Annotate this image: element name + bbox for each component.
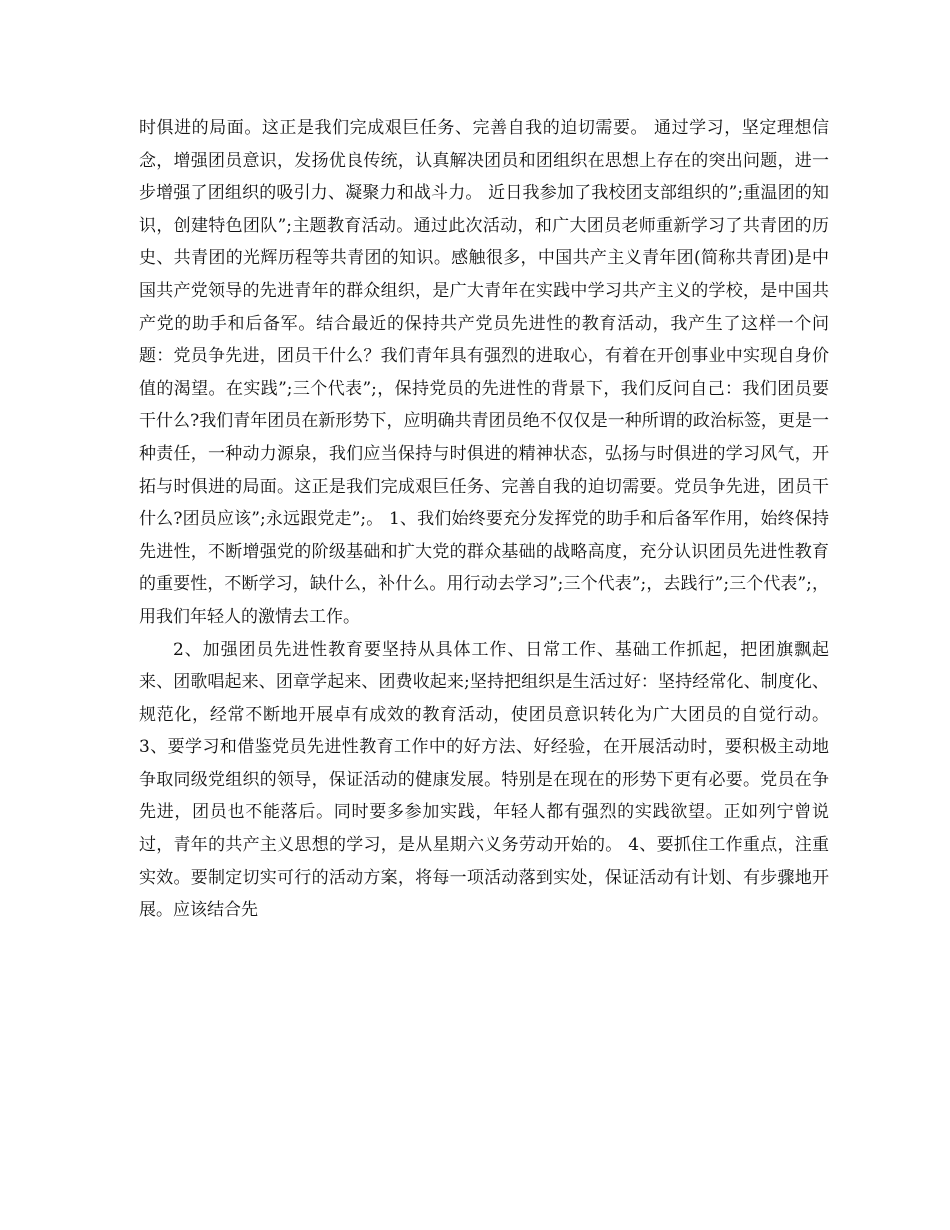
paragraph-2: 2、加强团员先进性教育要坚持从具体工作、日常工作、基础工作抓起，把团旗飘起来、团歌唱起来、团章学起来、团费收起来;坚持把组织是生活过好：坚持经常化、制度化、规范化，经常不断地开展卓有成效的教育活动，使团员意识转化为广大团员的自觉行动。 3、要学习和借鉴党员先进性教育工作中的好方法、好经验，在开展活动时，要积极主动地争取同级党组织的领导，保证活动的健康发展。特别是在现在的形势下更有必要。党员在争先进，团员也不能落后。同时要多参加实践，年轻人都有强烈的实践欲望。正如列宁曾说过，青年的共产主义思想的学习，是从星期六义务劳动开始的。 4、要抓住工作重点，注重实效。要制定切实可行的活动方案，将每一项活动落到实处，保证活动有计划、有步骤地开展。应该结合先 <box>139 639 829 921</box>
paragraph-1: 时俱进的局面。这正是我们完成艰巨任务、完善自我的迫切需要。 通过学习，坚定理想信念，增强团员意识，发扬优良传统，认真解决团员和团组织在思想上存在的突出问题，进一步增强了团组织的吸引力、凝聚力和战斗力。 近日我参加了我校团支部组织的”;重温团的知识，创建特色团队”;主题教育活动。通过此次活动，和广大团员老师重新学习了共青团的历史、共青团的光辉历程等共青团的知识。感触很多，中国共产主义青年团(简称共青团)是中国共产党领导的先进青年的群众组织，是广大青年在实践中学习共产主义的学校，是中国共产党的助手和后备军。结合最近的保持共产党员先进性的教育活动，我产生了这样一个问题：党员争先进，团员干什么？我们青年具有强烈的进取心，有着在开创事业中实现自身价值的渴望。在实践”;三个代表”;，保持党员的先进性的背景下，我们反问自己：我们团员要干什么?我们青年团员在新形势下，应明确共青团员绝不仅仅是一种所谓的政治标签，更是一种责任，一种动力源泉，我们应当保持与时俱进的精神状态，弘扬与时俱进的学习风气，开拓与时俱进的局面。这正是我们完成艰巨任务、完善自我的迫切需要。党员争先进，团员干什么?团员应该”;永远跟党走”;。 1、我们始终要充分发挥党的助手和后备军作用，始终保持先进性，不断增强党的阶级基础和扩大党的群众基础的战略高度，充分认识团员先进性教育的重要性，不断学习，缺什么，补什么。用行动去学习”;三个代表”;，去践行”;三个代表”;，用我们年轻人的激情去工作。 <box>139 118 829 627</box>
document-body <box>139 112 829 927</box>
